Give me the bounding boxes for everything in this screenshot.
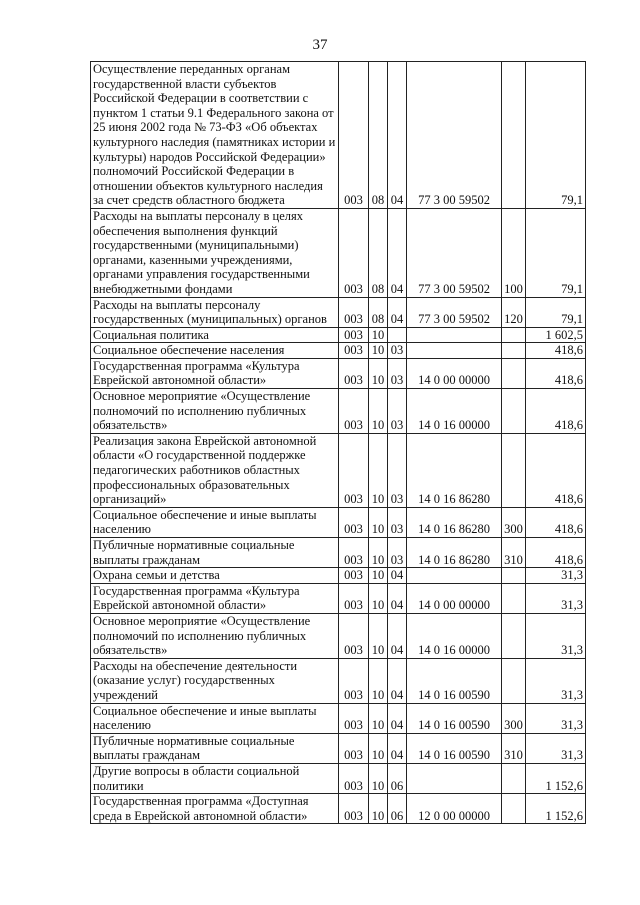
row-name: Государственная программа «Доступная среда в Еврейской автономной области»: [91, 794, 339, 824]
row-amount: 31,3: [526, 658, 586, 703]
row-target-article: [407, 343, 502, 359]
row-target-article: 14 0 16 86280: [407, 507, 502, 537]
row-section-code: 10: [369, 583, 388, 613]
table-row: [91, 389, 586, 434]
row-target-article: 14 0 16 00590: [407, 703, 502, 733]
row-target-article: 14 0 16 00000: [407, 389, 502, 434]
row-subsection-code: 03: [388, 343, 407, 359]
row-expense-type: [502, 613, 526, 658]
row-ved-code: 003: [339, 794, 369, 824]
row-expense-type: 120: [502, 297, 526, 327]
row-amount: 1 602,5: [526, 327, 586, 343]
row-expense-type: [502, 794, 526, 824]
table-row: [91, 733, 586, 763]
row-expense-type: [502, 433, 526, 507]
row-ved-code: 003: [339, 507, 369, 537]
row-name: Охрана семьи и детства: [91, 568, 339, 584]
row-target-article: 14 0 16 86280: [407, 433, 502, 507]
row-name: Расходы на обеспечение деятельности (оказание услуг) государственных учреждений: [91, 658, 339, 703]
row-subsection-code: 03: [388, 389, 407, 434]
row-expense-type: 300: [502, 703, 526, 733]
row-name: Расходы на выплаты персоналу в целях обеспечения выполнения функций государственными (муниципальными) органами, казенными учреждениями, органами управления государственными внебюджетными фондами: [91, 208, 339, 297]
row-target-article: 77 3 00 59502: [407, 297, 502, 327]
row-amount: 79,1: [526, 297, 586, 327]
table-row: [91, 794, 586, 824]
row-amount: 1 152,6: [526, 763, 586, 793]
row-name: Социальное обеспечение населения: [91, 343, 339, 359]
row-target-article: 14 0 16 00000: [407, 613, 502, 658]
row-expense-type: [502, 658, 526, 703]
row-ved-code: 003: [339, 613, 369, 658]
table-row: [91, 297, 586, 327]
row-ved-code: 003: [339, 389, 369, 434]
row-section-code: 10: [369, 358, 388, 388]
row-amount: 418,6: [526, 507, 586, 537]
row-subsection-code: 03: [388, 358, 407, 388]
row-amount: 418,6: [526, 389, 586, 434]
row-section-code: 10: [369, 343, 388, 359]
row-ved-code: 003: [339, 703, 369, 733]
row-ved-code: 003: [339, 297, 369, 327]
row-amount: 418,6: [526, 343, 586, 359]
row-subsection-code: 03: [388, 433, 407, 507]
row-name: Публичные нормативные социальные выплаты гражданам: [91, 538, 339, 568]
row-expense-type: [502, 343, 526, 359]
row-ved-code: 003: [339, 208, 369, 297]
row-subsection-code: 04: [388, 208, 407, 297]
row-target-article: [407, 327, 502, 343]
row-section-code: 10: [369, 327, 388, 343]
row-amount: 418,6: [526, 358, 586, 388]
table-row: [91, 433, 586, 507]
row-amount: 31,3: [526, 703, 586, 733]
row-target-article: [407, 763, 502, 793]
row-subsection-code: 04: [388, 613, 407, 658]
row-amount: 1 152,6: [526, 794, 586, 824]
row-section-code: 10: [369, 507, 388, 537]
row-section-code: 10: [369, 733, 388, 763]
row-ved-code: 003: [339, 733, 369, 763]
row-ved-code: 003: [339, 763, 369, 793]
row-expense-type: 310: [502, 733, 526, 763]
row-ved-code: 003: [339, 568, 369, 584]
row-section-code: 10: [369, 794, 388, 824]
row-expense-type: 310: [502, 538, 526, 568]
row-subsection-code: 04: [388, 297, 407, 327]
row-target-article: 14 0 00 00000: [407, 358, 502, 388]
row-name: Социальное обеспечение и иные выплаты населению: [91, 507, 339, 537]
row-subsection-code: 04: [388, 658, 407, 703]
row-subsection-code: 06: [388, 794, 407, 824]
row-section-code: 10: [369, 613, 388, 658]
row-section-code: 10: [369, 389, 388, 434]
table-row: [91, 658, 586, 703]
row-name: Социальная политика: [91, 327, 339, 343]
row-ved-code: 003: [339, 62, 369, 209]
row-name: Другие вопросы в области социальной политики: [91, 763, 339, 793]
row-name: Государственная программа «Культура Еврейской автономной области»: [91, 358, 339, 388]
row-target-article: 77 3 00 59502: [407, 208, 502, 297]
row-subsection-code: 04: [388, 583, 407, 613]
table-row: [91, 358, 586, 388]
row-expense-type: [502, 568, 526, 584]
row-expense-type: [502, 327, 526, 343]
row-subsection-code: 04: [388, 62, 407, 209]
row-ved-code: 003: [339, 343, 369, 359]
row-subsection-code: 03: [388, 538, 407, 568]
row-ved-code: 003: [339, 358, 369, 388]
row-amount: 31,3: [526, 613, 586, 658]
row-subsection-code: 04: [388, 733, 407, 763]
row-section-code: 10: [369, 763, 388, 793]
row-section-code: 10: [369, 703, 388, 733]
row-target-article: 14 0 16 86280: [407, 538, 502, 568]
row-ved-code: 003: [339, 433, 369, 507]
row-subsection-code: 06: [388, 763, 407, 793]
row-amount: 418,6: [526, 433, 586, 507]
row-name: Основное мероприятие «Осуществление полномочий по исполнению публичных обязательств»: [91, 389, 339, 434]
row-name: Осуществление переданных органам государственной власти субъектов Российской Федерации в соответствии с пунктом 1 статьи 9.1 Федерального закона от 25 июня 2002 года № 73-ФЗ «Об объектах культурного наследия (памятниках истории и культуры) народов Российской Федерации» полномочий Российской Федерации в отношении объектов культурного наследия за счет средств областного бюджета: [91, 62, 339, 209]
table-row: [91, 343, 586, 359]
table-row: [91, 703, 586, 733]
row-subsection-code: [388, 327, 407, 343]
row-target-article: 12 0 00 00000: [407, 794, 502, 824]
row-ved-code: 003: [339, 538, 369, 568]
row-name: Основное мероприятие «Осуществление полномочий по исполнению публичных обязательств»: [91, 613, 339, 658]
row-amount: 418,6: [526, 538, 586, 568]
row-amount: 31,3: [526, 733, 586, 763]
row-ved-code: 003: [339, 658, 369, 703]
budget-table: [90, 61, 586, 824]
row-expense-type: 100: [502, 208, 526, 297]
row-section-code: 08: [369, 297, 388, 327]
row-section-code: 08: [369, 208, 388, 297]
row-amount: 79,1: [526, 62, 586, 209]
row-target-article: 14 0 16 00590: [407, 733, 502, 763]
row-expense-type: [502, 389, 526, 434]
page-number: 37: [312, 37, 328, 53]
row-amount: 31,3: [526, 568, 586, 584]
row-section-code: 10: [369, 433, 388, 507]
row-name: Расходы на выплаты персоналу государственных (муниципальных) органов: [91, 297, 339, 327]
row-name: Государственная программа «Культура Еврейской автономной области»: [91, 583, 339, 613]
row-target-article: [407, 568, 502, 584]
row-expense-type: [502, 763, 526, 793]
row-expense-type: [502, 358, 526, 388]
row-subsection-code: 04: [388, 568, 407, 584]
table-row: [91, 568, 586, 584]
row-target-article: 14 0 00 00000: [407, 583, 502, 613]
table-row: [91, 763, 586, 793]
table-row: [91, 613, 586, 658]
table-row: [91, 62, 586, 209]
row-name: Публичные нормативные социальные выплаты гражданам: [91, 733, 339, 763]
row-section-code: 10: [369, 658, 388, 703]
table-row: [91, 538, 586, 568]
row-target-article: 77 3 00 59502: [407, 62, 502, 209]
row-ved-code: 003: [339, 583, 369, 613]
row-subsection-code: 03: [388, 507, 407, 537]
row-subsection-code: 04: [388, 703, 407, 733]
table-row: [91, 327, 586, 343]
row-section-code: 08: [369, 62, 388, 209]
row-target-article: 14 0 16 00590: [407, 658, 502, 703]
row-name: Социальное обеспечение и иные выплаты населению: [91, 703, 339, 733]
row-amount: 31,3: [526, 583, 586, 613]
row-section-code: 10: [369, 568, 388, 584]
row-amount: 79,1: [526, 208, 586, 297]
table-row: [91, 507, 586, 537]
table-row: [91, 583, 586, 613]
row-section-code: 10: [369, 538, 388, 568]
row-ved-code: 003: [339, 327, 369, 343]
row-expense-type: [502, 62, 526, 209]
row-name: Реализация закона Еврейской автономной области «О государственной поддержке педагогических работников областных профессиональных образовательных организаций»: [91, 433, 339, 507]
table-row: [91, 208, 586, 297]
row-expense-type: [502, 583, 526, 613]
row-expense-type: 300: [502, 507, 526, 537]
